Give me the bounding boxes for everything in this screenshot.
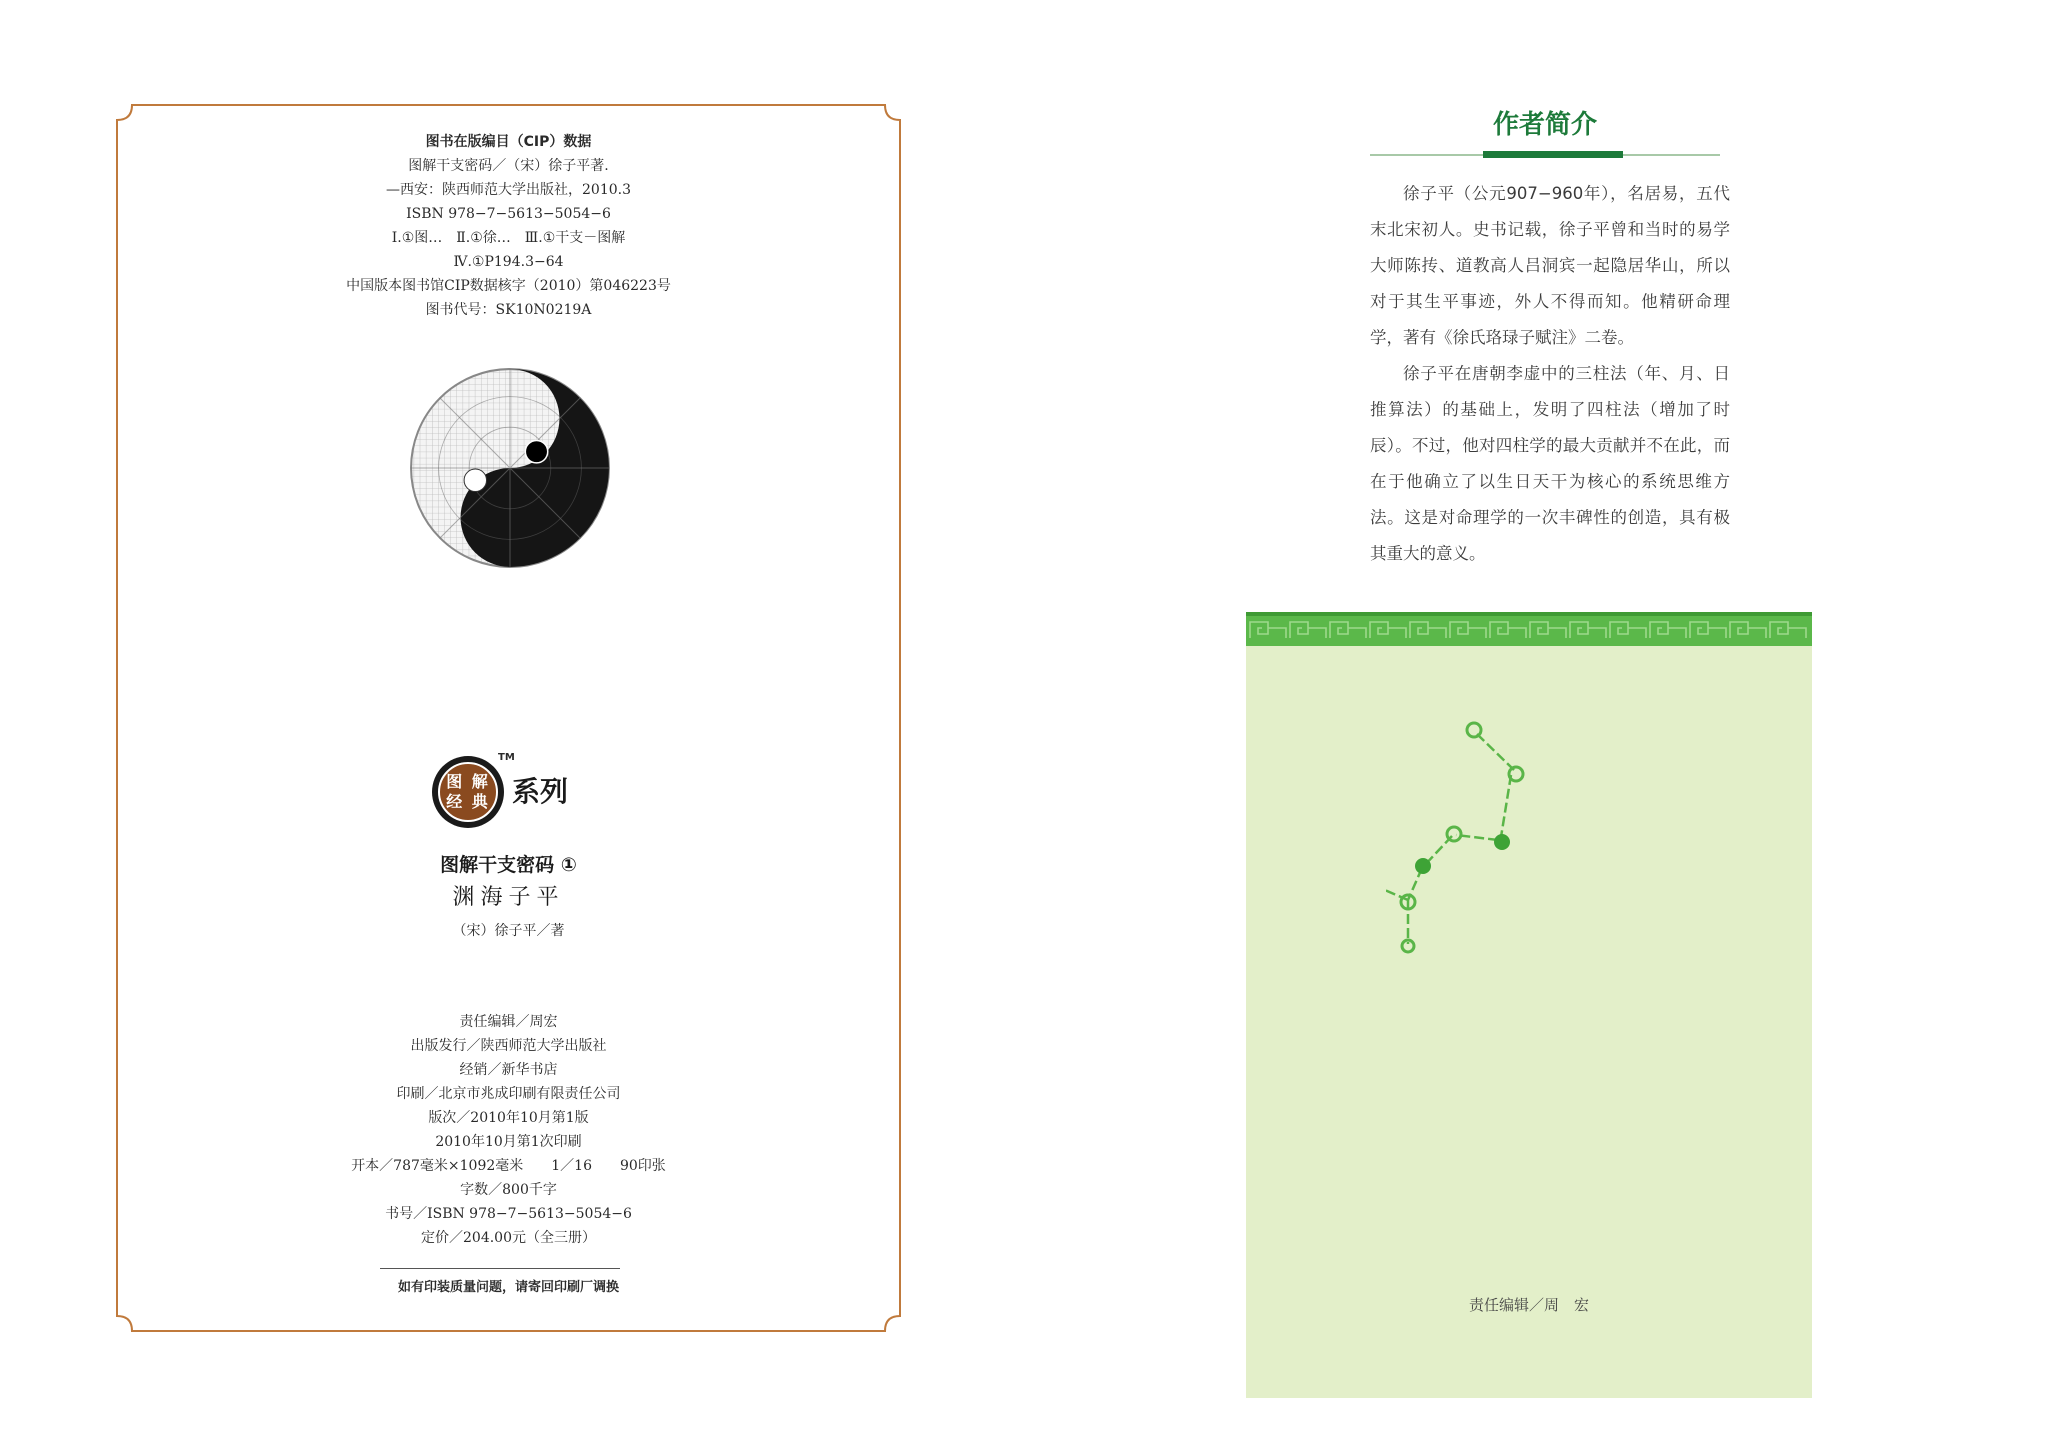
author-heading: 作者简介: [1492, 110, 1597, 140]
author-heading-block: [1370, 104, 1720, 160]
cip-line: Ⅰ.①图… Ⅱ.①徐… Ⅲ.①干支－图解: [391, 230, 626, 246]
series-word: 系列: [512, 775, 569, 808]
pub-line: 出版发行／陕西师范大学出版社: [410, 1038, 607, 1054]
constellation-icon: [1386, 712, 1686, 1012]
green-panel: [1246, 612, 1812, 1398]
seal-text: 图 解: [446, 772, 490, 791]
pub-line: 版次／2010年10月第1版: [428, 1110, 589, 1126]
cip-line: Ⅳ.①P194.3−64: [453, 254, 564, 270]
pub-line: 责任编辑／周宏: [459, 1014, 558, 1030]
taiji-icon: [408, 366, 612, 570]
panel-editor-credit: 责任编辑／周 宏: [1468, 1296, 1589, 1314]
seal-icon: [432, 756, 504, 828]
pub-line: 字数／800千字: [460, 1182, 557, 1198]
book-author: （宋）徐子平／著: [452, 923, 565, 939]
book-subtitle: 渊海子平: [452, 885, 565, 910]
cip-line: —西安：陕西师范大学出版社，2010.3: [386, 182, 631, 198]
copyright-page: [116, 104, 901, 1332]
trademark-mark: TM: [498, 752, 515, 763]
cip-title: 图书在版编目（CIP）数据: [425, 134, 592, 150]
cip-line: ISBN 978−7−5613−5054−6: [406, 206, 611, 222]
cip-line: 图书代号：SK10N0219A: [425, 302, 592, 318]
pub-line: 印刷／北京市兆成印刷有限责任公司: [396, 1086, 621, 1102]
divider: [380, 1268, 620, 1269]
bio-paragraph: 徐子平（公元907−960年），名居易，五代末北宋初人。史书记载，徐子平曾和当时的易学大师陈抟、道教高人吕洞宾一起隐居华山，所以对于其生平事迹，外人不得而知。他精研命理学，著有《徐氏珞琭子赋注》二卷。: [1370, 184, 1730, 347]
pub-line: 2010年10月第1次印刷: [435, 1134, 582, 1150]
fret-border: [1246, 612, 1812, 646]
pub-line: 书号／ISBN 978−7−5613−5054−6: [385, 1206, 632, 1222]
author-bio: [1370, 176, 1730, 572]
cip-block: [116, 130, 901, 322]
book-title: 图解干支密码 ①: [440, 854, 577, 876]
heading-accent-bar: [1483, 151, 1623, 158]
series-logo: [432, 752, 592, 832]
pub-line: 定价／204.00元（全三册）: [421, 1230, 596, 1246]
cip-line: 中国版本图书馆CIP数据核字（2010）第046223号: [346, 278, 671, 294]
quality-note: 如有印装质量问题，请寄回印刷厂调换: [397, 1280, 619, 1295]
pub-line: 开本／787毫米×1092毫米 1／16 90印张: [351, 1158, 666, 1174]
pub-line: 经销／新华书店: [459, 1062, 558, 1078]
bio-paragraph: 徐子平在唐朝李虚中的三柱法（年、月、日推算法）的基础上，发明了四柱法（增加了时辰）。不过，他对四柱学的最大贡献并不在此，而在于他确立了以生日天干为核心的系统思维方法。这是对命理学的一次丰碑性的创造，具有极其重大的意义。: [1370, 364, 1730, 563]
seal-text: 经 典: [446, 792, 490, 811]
publication-info: [116, 1010, 901, 1250]
cip-line: 图解干支密码／（宋）徐子平著.: [408, 158, 609, 174]
